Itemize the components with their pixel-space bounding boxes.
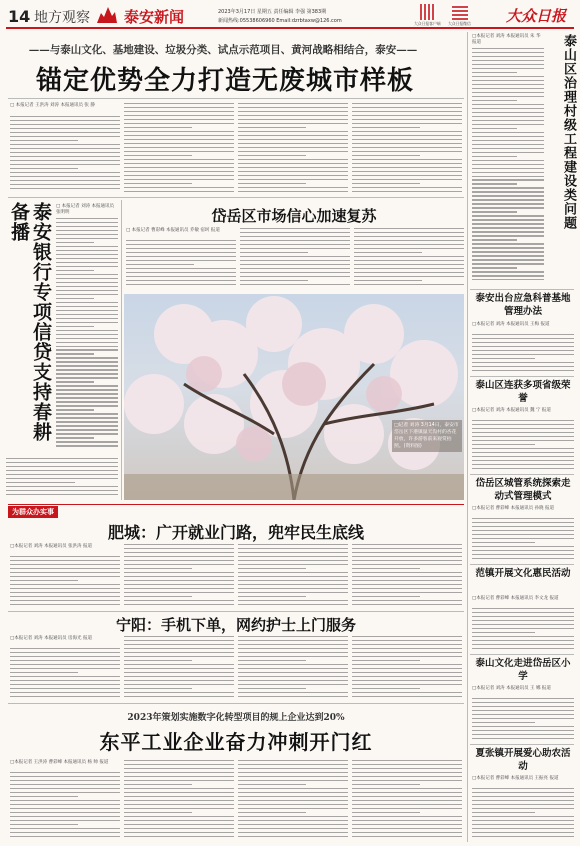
- lead-body: [10, 116, 120, 194]
- market-body: [126, 240, 236, 290]
- lead-byline: □ 本报记者 王洪涛 刘涛 本报通讯员 张 静: [10, 103, 95, 108]
- ningyang-headline: 宁阳：手机下单，网约护士上门服务: [115, 616, 356, 634]
- issue-info: 2023年3月17日 星期五 责任编辑 李强 第383期: [218, 9, 327, 15]
- newspaper-logo: 大众日报: [506, 7, 567, 25]
- market-body: [240, 228, 350, 290]
- village-byline: □本报记者 刘涛 本报通讯员 朱 华 报道: [472, 34, 541, 45]
- feicheng-body: [10, 556, 120, 608]
- dongping-body: [352, 760, 462, 842]
- farm-aid-headline: 夏张镇开展爱心助农活动: [475, 748, 571, 772]
- farm-aid-byline: □本报记者 曹彩峰 本报通讯员 王振亮 报道: [472, 776, 559, 781]
- school-culture-body: [472, 698, 574, 742]
- village-body: [472, 48, 544, 286]
- section-title: 地方观察: [34, 10, 90, 26]
- feicheng-body: [352, 544, 462, 608]
- feicheng-body: [124, 544, 234, 608]
- bank-story-body: [56, 218, 118, 453]
- qr-label: 大众日报客户端: [414, 21, 441, 26]
- bank-story-byline: □ 本报记者 刘涛 本报通讯员 张明明: [56, 204, 115, 215]
- dongping-headline: 东平工业企业奋力冲刺开门红: [99, 730, 373, 754]
- service-section-bar: [8, 504, 464, 517]
- ningyang-body: [124, 636, 234, 700]
- culture-activity-byline: □本报记者 曹彩峰 本报通讯员 李文龙 报道: [472, 596, 559, 601]
- feicheng-headline: 肥城：广开就业门路，兜牢民生底线: [107, 523, 364, 542]
- science-base-byline: □本报记者 刘涛 本报通讯员 王梅 报道: [472, 322, 550, 327]
- bank-story-headline: 泰安银行专项信贷支持春耕备播: [8, 202, 52, 442]
- ningyang-body: [10, 648, 120, 700]
- photo-caption: □记者 刘涛 3月14日，泰安市岱岳区下港镇鼠天沟村的杏花开放，许多游客前来观赏拍照。(资料图): [392, 420, 462, 452]
- lead-body: [352, 103, 462, 194]
- farm-aid-body: [472, 788, 574, 842]
- city-mgmt-body: [472, 518, 574, 562]
- ningyang-body: [238, 636, 348, 700]
- qr-label: 大众日报微信: [448, 21, 471, 26]
- city-skyline-icon: [96, 4, 118, 24]
- qr-code-icon: [452, 4, 468, 20]
- dongping-kicker: 2023年策划实施数字化转型项目的规上企业达到20%: [127, 713, 345, 723]
- science-base-headline: 泰安出台应急科普基地管理办法: [475, 293, 571, 317]
- feicheng-body: [238, 544, 348, 608]
- page-number: 14: [8, 7, 31, 26]
- market-headline: 岱岳区市场信心加速复苏: [211, 207, 377, 225]
- feicheng-byline: □本报记者 刘涛 本报通讯员 张洪涛 报道: [10, 544, 92, 549]
- honors-headline: 泰山区连获多项省级荣誉: [475, 380, 571, 404]
- honors-byline: □本报记者 刘涛 本报通讯员 魏 宁 报道: [472, 408, 551, 413]
- lead-body: [124, 103, 234, 194]
- school-culture-byline: □本报记者 刘涛 本报通讯员 王 娜 报道: [472, 686, 551, 691]
- honors-body: [472, 420, 574, 472]
- village-headline: 泰山区治理村级工程建设类问题: [561, 34, 576, 230]
- science-base-body: [472, 334, 574, 374]
- service-section-label: 为群众办实事: [8, 506, 58, 518]
- city-mgmt-byline: □本报记者 曹彩峰 本报通讯员 孙晓 报道: [472, 506, 554, 511]
- dongping-body: [238, 760, 348, 842]
- dongping-body: [10, 772, 120, 842]
- qr-code-icon: [420, 4, 436, 20]
- market-body: [354, 228, 464, 290]
- ningyang-byline: □本报记者 刘涛 本报通讯员 房海光 报道: [10, 636, 92, 641]
- culture-activity-body: [472, 608, 574, 652]
- market-byline: □ 本报记者 曹彩峰 本报通讯员 乔敏 宿珂 报道: [126, 228, 220, 233]
- city-mgmt-headline: 岱岳区城管系统探索走动式管理模式: [475, 478, 571, 502]
- dongping-body: [124, 760, 234, 842]
- ningyang-body: [352, 636, 462, 700]
- news-hotline: 新闻热线:05538606960 Email:dzrbtaxw@126.com: [218, 18, 342, 24]
- culture-activity-headline: 范镇开展文化惠民活动: [475, 568, 571, 579]
- blossom-photo: [124, 294, 464, 500]
- bank-story-body: [6, 458, 118, 498]
- dongping-byline: □本报记者 王洪涛 曹彩峰 本报通讯员 杨 帅 报道: [10, 760, 109, 765]
- lead-body: [238, 103, 348, 194]
- page-title: 泰安新闻: [124, 8, 185, 26]
- lead-kicker: ——与泰山文化、基地建设、垃圾分类、试点示范项目、黄河战略相结合，泰安——: [28, 44, 418, 56]
- lead-headline: 锚定优势全力打造无废城市样板: [35, 66, 414, 96]
- school-culture-headline: 泰山文化走进岱岳区小学: [475, 658, 571, 682]
